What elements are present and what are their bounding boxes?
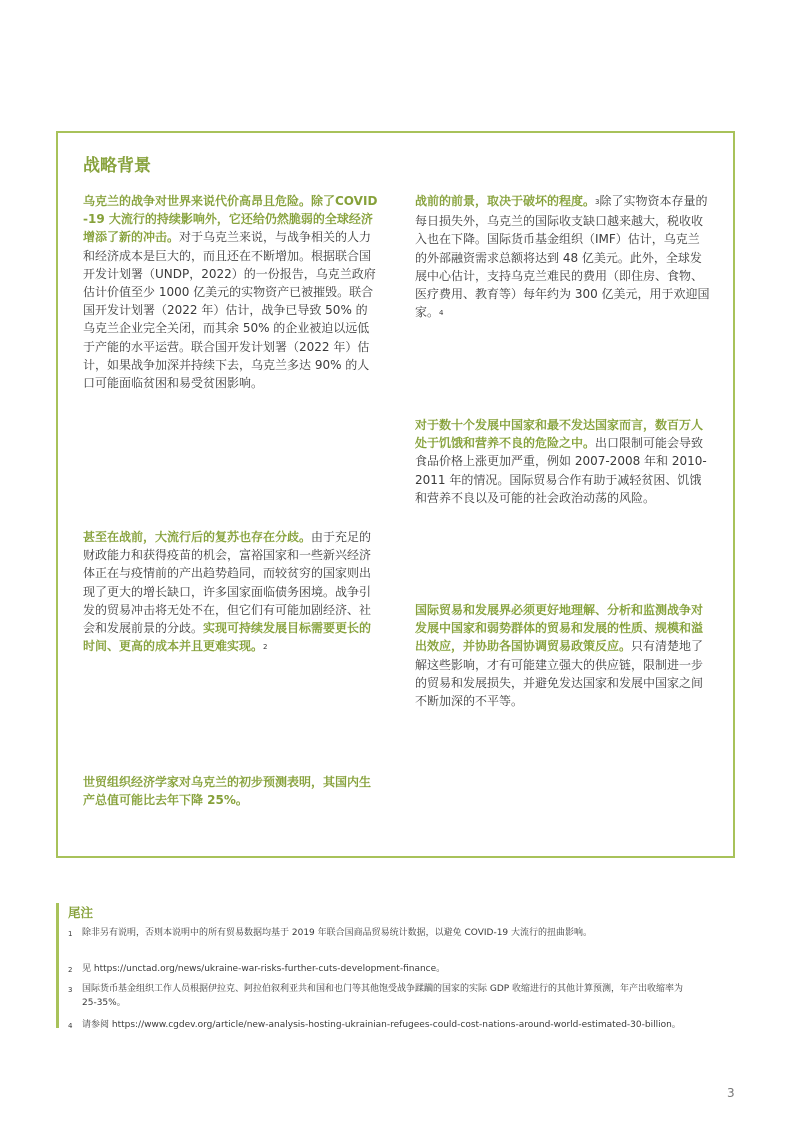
highlight-text: 战前的前景，取决于破坏的程度。	[415, 194, 596, 208]
footnote-text[interactable]: 请参阅 https://www.cgdev.org/article/new-analysis-hosting-ukrainian-refugees-could-cost-nations-around-world-estimated-30-billion。	[82, 1020, 681, 1030]
paragraph-war-cost	[83, 192, 379, 392]
highlight-text: 实现可持续发展目标需要更长的时间、更高的成本并且更难实现。	[83, 621, 372, 654]
body-text: 对于乌克兰来说，与战争相关的人力和经济成本是巨大的，而且还在不断增加。根据联合国开发计划署（UNDP，2022）的一份报告，乌克兰政府估计价值至少 1000 亿美元的实物资产已被摧毁。联合国开发计划署（2022 年）估计，战争已导致 50% 的乌克兰企业完全关闭，而其余 50% 的企业被迫以远低于产能的水平运营。联合国开发计划署（2022 年）估计，如果战争加深并持续下去，乌克兰多达 90% 的人口可能面临贫困和易受贫困影响。	[83, 230, 376, 391]
highlight-text: 对于数十个发展中国家和最不发达国家而言，数百万人处于饥饿和营养不良的危险之中。	[415, 418, 704, 451]
paragraph-hunger-risk	[415, 416, 711, 507]
body-text: 由于充足的财政能力和获得疫苗的机会，富裕国家和一些新兴经济体正在与疫情前的产出趋势趋同，而较贫穷的国家则出现了更大的增长缺口，许多国家面临债务困境。战争引发的贸易冲击将无处不在，但它们有可能加剧经济、社会和发展前景的分歧。	[83, 530, 372, 636]
footnote-item	[68, 1018, 708, 1033]
footnotes-accent-bar	[56, 903, 59, 1028]
body-text: 出口限制可能会导致食品价格上涨更加严重，例如 2007-2008 年和 2010-2011 年的情况。国际贸易合作有助于减轻贫困、饥饿和营养不良以及可能的社会政治动荡的风险。	[415, 436, 707, 505]
footnote-ref[interactable]: 2	[263, 643, 268, 652]
footnote-text: 国际货币基金组织工作人员根据伊拉克、阿拉伯叙利亚共和国和也门等其他饱受战争蹂躏的国家的实际 GDP 收缩进行的其他计算预测，年产出收缩率为 25-35%。	[82, 984, 684, 1008]
page-number: 3	[727, 1086, 735, 1100]
highlight-text: 国际贸易和发展界必须更好地理解、分析和监测战争对发展中国家和弱势群体的贸易和发展的性质、规模和溢出效应，并协助各国协调贸易政策反应。	[415, 603, 704, 654]
footnote-text[interactable]: 见 https://unctad.org/news/ukraine-war-risks-further-cuts-development-finance。	[82, 964, 446, 974]
highlight-text: 乌克兰的战争对世界来说代价高昂且危险。除了COVID-19 大流行的持续影响外，它还给仍然脆弱的全球经济增添了新的冲击。	[83, 194, 378, 245]
footnote-number: 4	[68, 1022, 73, 1030]
paragraph-trade-community	[415, 601, 711, 710]
footnote-number: 2	[68, 966, 73, 974]
body-text: 除了实物资本存量的每日损失外，乌克兰的国际收支缺口越来越大，税收收入也在下降。国际货币基金组织（IMF）估计，乌克兰的外部融资需求总额将达到 48 亿美元。此外，全球发展中心估计，支持乌克兰难民的费用（即住房、食物、医疗费用、教育等）每年约为 300 亿美元，用于欢迎国家。	[415, 194, 710, 320]
highlight-text: 世贸组织经济学家对乌克兰的初步预测表明，其国内生产总值可能比去年下降 25%。	[83, 775, 372, 808]
footnote-number: 1	[68, 930, 73, 938]
paragraph-prospects	[415, 192, 711, 323]
paragraph-wto-forecast	[83, 773, 379, 809]
footnote-ref[interactable]: 3	[595, 198, 600, 206]
footnote-item	[68, 962, 708, 977]
box-title: 战略背景	[83, 156, 151, 176]
highlight-text: 甚至在战前，大流行后的复苏也存在分歧。	[83, 530, 312, 544]
footnote-ref[interactable]: 4	[439, 309, 444, 318]
footnote-text: 除非另有说明，否则本说明中的所有贸易数据均基于 2019 年联合国商品贸易统计数据，以避免 COVID-19 大流行的扭曲影响。	[82, 928, 593, 938]
footnote-item	[68, 926, 708, 941]
footnotes-title: 尾注	[68, 905, 94, 920]
footnote-item	[68, 982, 708, 1010]
paragraph-recovery-divergence	[83, 528, 379, 657]
footnote-number: 3	[68, 986, 73, 994]
body-text: 只有清楚地了解这些影响，才有可能建立强大的供应链，限制进一步的贸易和发展损失，并避免发达国家和发展中国家之间不断加深的不平等。	[415, 639, 704, 709]
